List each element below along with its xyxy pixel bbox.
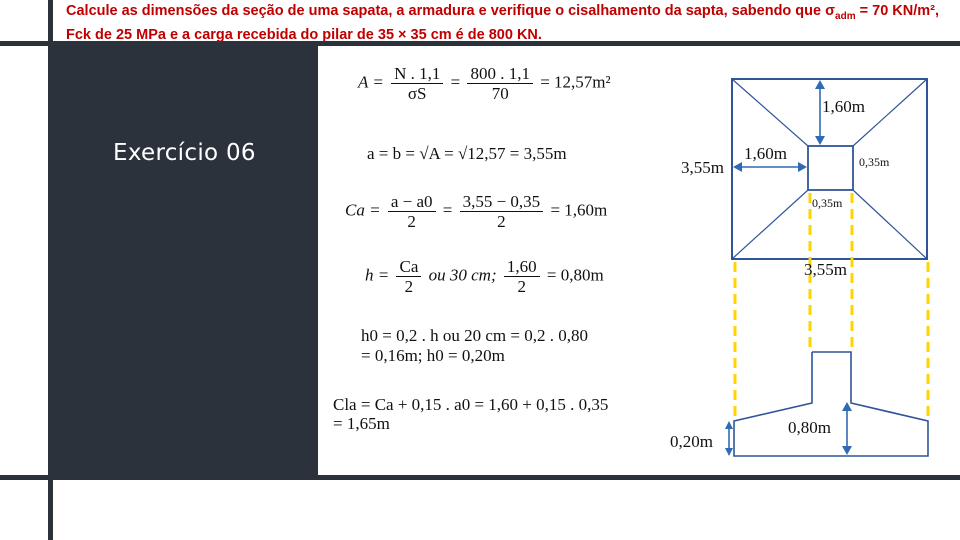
statement-part-2: = 70 KN/m², Fck de 25 MPa e a carga recebida do pilar de 35 × 35 cm é de 800 KN. (66, 3, 940, 43)
area-result: = 12,57m² (540, 72, 611, 92)
plan-diagonal-br (853, 190, 927, 259)
label-ca-top: 1,60m (822, 97, 865, 116)
formula-height: h = $\frac{Ca}{2}$ ou 30 cm; $\frac{1,60}{2}$ = 0,80m (365, 257, 604, 296)
formula-h0-line-1: h0 = 0,2 . h ou 20 cm = 0,2 . 0,80 (361, 326, 588, 345)
label-h0: 0,20m (670, 432, 713, 451)
formula-sides: a = b = √A = √12,57 = 3,55m (367, 144, 567, 163)
arrow-head-height-down (842, 446, 852, 455)
height-fraction-2: $\frac{1,60}{2}$ (504, 257, 540, 296)
height-fraction-1: $\frac{Ca}{2}$ (396, 257, 421, 296)
footing-elevation (734, 352, 928, 456)
arrow-head-h0-up (725, 421, 733, 429)
ca-fraction-2: $\frac{3,55 - 0,35}{2}$ (460, 192, 544, 231)
statement-part-1: Calcule as dimensões da seção de uma sapata, a armadura e verifique o cisalhamento da sapta, sabendo que σ (66, 3, 836, 19)
plan-diagonal-tl (732, 79, 808, 146)
label-side-bottom: 3,55m (804, 260, 847, 279)
formula-h0-line-2: = 0,16m; h0 = 0,20m (361, 346, 505, 365)
pillar-plan (808, 146, 853, 190)
arrow-head-top-down (815, 136, 825, 145)
ca-result: = 1,60m (550, 200, 608, 220)
height-alternative: ou 30 cm; (428, 265, 497, 285)
formula-cla-line-2: = 1,65m (333, 414, 390, 433)
arrow-head-left-r (798, 162, 807, 172)
label-height: 0,80m (788, 418, 831, 437)
label-pillar-right: 0,35m (859, 155, 890, 169)
area-fraction-2: $\frac{800 . 1,1}{70}$ (467, 64, 533, 103)
label-ca-left: 1,60m (744, 144, 787, 163)
arrow-head-left-l (733, 162, 742, 172)
arrow-head-top-up (815, 80, 825, 89)
statement-subscript: adm (835, 10, 856, 22)
formula-cla-line-1: Cla = Ca + 0,15 . a0 = 1,60 + 0,15 . 0,35 (333, 395, 609, 414)
height-result: = 0,80m (546, 265, 604, 285)
plan-diagonal-bl (732, 190, 808, 259)
exercise-title: Exercício 06 (113, 140, 256, 166)
label-pillar-bottom: 0,35m (812, 196, 843, 210)
formula-area: A = $\frac{N . 1,1}{\sigma S}$ = $\frac{800 . 1,1}{70}$ = 12,57m² (358, 64, 611, 103)
ca-fraction-1: $\frac{a - a0}{2}$ (388, 192, 436, 231)
label-side-left: 3,55m (681, 158, 724, 177)
arrow-head-h0-down (725, 448, 733, 456)
area-lhs: A = (358, 72, 384, 92)
formula-ca: Ca = $\frac{a - a0}{2}$ = $\frac{3,55 - 0,35}{2}$ = 1,60m (345, 192, 608, 231)
area-fraction-1: $\frac{N . 1,1}{\sigma S}$ (391, 64, 443, 103)
